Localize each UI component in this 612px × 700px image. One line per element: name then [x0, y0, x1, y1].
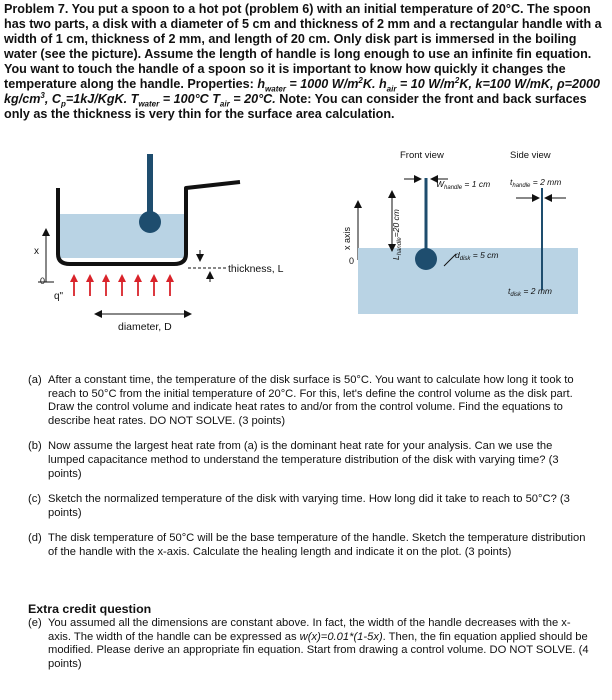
heat-flux-label: q" [54, 291, 64, 302]
t-handle-label: $t_{handle} = 2$ mm [510, 177, 562, 189]
thickness-label: thickness, L [228, 263, 284, 275]
zero-label-left: 0 [40, 276, 46, 286]
problem-title: Problem 7. [4, 2, 69, 16]
question-a: (a) After a constant time, the temperature of the disk surface is 50°C. You want to calculate how long it took to reach to 50°C from the initial temperature of 20°C. For this, let's define the control volume as the disk part. Draw the control volume and indicate heat rates to and/or from the control volume. Find the equations to describe heat rates. DO NOT SOLVE. (3 points) [28, 374, 574, 427]
width-formula: w(x)=0.01*(1-5x) [299, 630, 383, 643]
l-handle-label: $L_{handle}=20$ cm [391, 209, 403, 260]
extra-credit-title: Extra credit question [28, 602, 152, 616]
diameter-label: diameter, D [118, 321, 172, 333]
figure [0, 142, 612, 342]
pot-diagram [34, 154, 284, 333]
views-diagram [342, 150, 578, 314]
x-label-left: x [34, 246, 39, 257]
front-view-label: Front view [400, 150, 444, 161]
question-b: (b) Now assume the largest heat rate from (a) is the dominant heat rate for your analysis. Can we use the lumped capacitance method to understand the temperature distribution of the disk with varying time? (3 points) [28, 440, 559, 480]
problem-note: Note: You can consider the front and back surfaces only as the thickness is very thin for the surface area calculation. [4, 92, 587, 121]
t-disk-label: $t_{disk} = 2$ mm [508, 286, 552, 298]
figure-svg [0, 142, 612, 342]
question-d: (d) The disk temperature of 50°C will be the base temperature of the handle. Sketch the temperature distribution of the handle with the x-axis. Calculate the healing length and indicate it on the plot. (3 points) [28, 532, 586, 558]
problem-statement [4, 2, 608, 122]
d-disk-label: $d_{disk} = 5$ cm [455, 250, 499, 262]
w-handle-label: $W_{handle} = 1$ cm [436, 179, 491, 191]
extra-credit-question: (e) You assumed all the dimensions are constant above. In fact, the width of the handle decreases with the x-axis. The width of the handle can be expressed as w(x)=0.01*(1-5x). Then, the fin equation applied should be modified. Please derive an appropriate fin equation. Start from drawing a control volume. DO NOT SOLVE. (4 points) [28, 617, 589, 670]
spoon-disk [139, 211, 161, 233]
front-disk [415, 248, 437, 270]
specific-heat: $C_p=1kJ$/KgK. [51, 92, 131, 109]
heat-flux-arrows [74, 276, 170, 296]
zero-label-right: 0 [349, 256, 355, 266]
question-c: (c) Sketch the normalized temperature of the disk with varying time. How long did it take to reach to 50°C? (3 points) [28, 493, 570, 519]
t-air: $T_{air} = 20^\circ C$. [212, 92, 276, 109]
problem-text: You put a spoon to a hot pot (problem 6) with an initial temperature of 20°C. The spoon has two parts, a disk with a diameter of 5 cm and thickness of 2 mm and a rectangular handle with a width of 1 cm, thickness of 2 mm, and length of 20 cm. Only disk part is immersed in the boiling water (see the picture). Assume the length of handle is long enough to use an infinite fin equation. You want to touch the handle of a spoon so it is important to know how quickly it changes the temperature along the handle. Properties: [4, 2, 602, 91]
x-axis-label: x axis [342, 226, 352, 250]
side-view-label: Side view [510, 150, 551, 161]
t-water: $T_{water} = 100^\circ C$ [130, 92, 213, 109]
water [60, 214, 184, 258]
h-water: $h_{water} = 1000$ $W/m^2K$. [257, 75, 379, 94]
question-list [28, 374, 590, 572]
h-air: $h_{air} = 10$ $W/m^2K$, k=100 W/mK, ρ=2000 $kg/cm^3$, [4, 75, 600, 106]
